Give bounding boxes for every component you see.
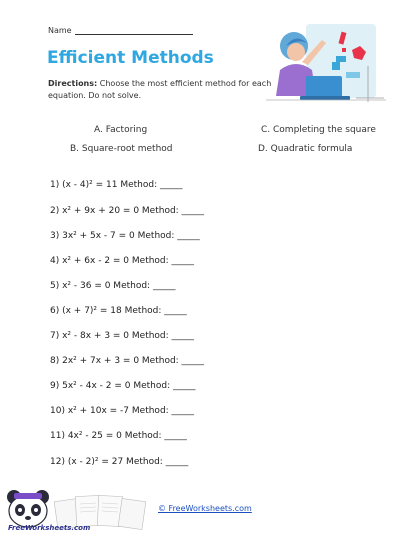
- directions-label: Directions:: [48, 79, 98, 88]
- option-square-root: B. Square-root method: [70, 144, 173, 154]
- copyright-link[interactable]: © FreeWorksheets.com: [158, 504, 252, 513]
- directions-text: Choose the most efficient method for each equation. Do not solve.: [48, 79, 272, 100]
- name-row: [48, 26, 193, 35]
- question-7: 7) x² - 8x + 3 = 0 Method: _____: [50, 331, 195, 341]
- page-title: Efficient Methods: [47, 48, 214, 68]
- directions: [48, 78, 278, 102]
- question-10: 10) x² + 10x = -7 Method: _____: [50, 406, 195, 416]
- brand-logo: FreeWorksheets.com: [8, 524, 91, 532]
- option-quadratic-formula: D. Quadratic formula: [258, 144, 353, 154]
- name-input-line[interactable]: [75, 26, 193, 35]
- question-6: 6) (x + 7)² = 18 Method: _____: [50, 306, 187, 316]
- name-label: Name: [48, 26, 72, 35]
- question-9: 9) 5x² - 4x - 2 = 0 Method: _____: [50, 381, 196, 391]
- question-12: 12) (x - 2)² = 27 Method: _____: [50, 457, 189, 467]
- question-1: 1) (x - 4)² = 11 Method: _____: [50, 180, 183, 190]
- question-5: 5) x² - 36 = 0 Method: _____: [50, 281, 176, 291]
- option-completing-square: C. Completing the square: [261, 125, 376, 135]
- question-11: 11) 4x² - 25 = 0 Method: _____: [50, 431, 187, 441]
- option-factoring: A. Factoring: [94, 125, 148, 135]
- question-4: 4) x² + 6x - 2 = 0 Method: _____: [50, 256, 195, 266]
- question-8: 8) 2x² + 7x + 3 = 0 Method: _____: [50, 356, 205, 366]
- question-2: 2) x² + 9x + 20 = 0 Method: _____: [50, 206, 205, 216]
- question-3: 3) 3x² + 5x - 7 = 0 Method: _____: [50, 231, 200, 241]
- student-at-laptop-illustration: [266, 22, 386, 106]
